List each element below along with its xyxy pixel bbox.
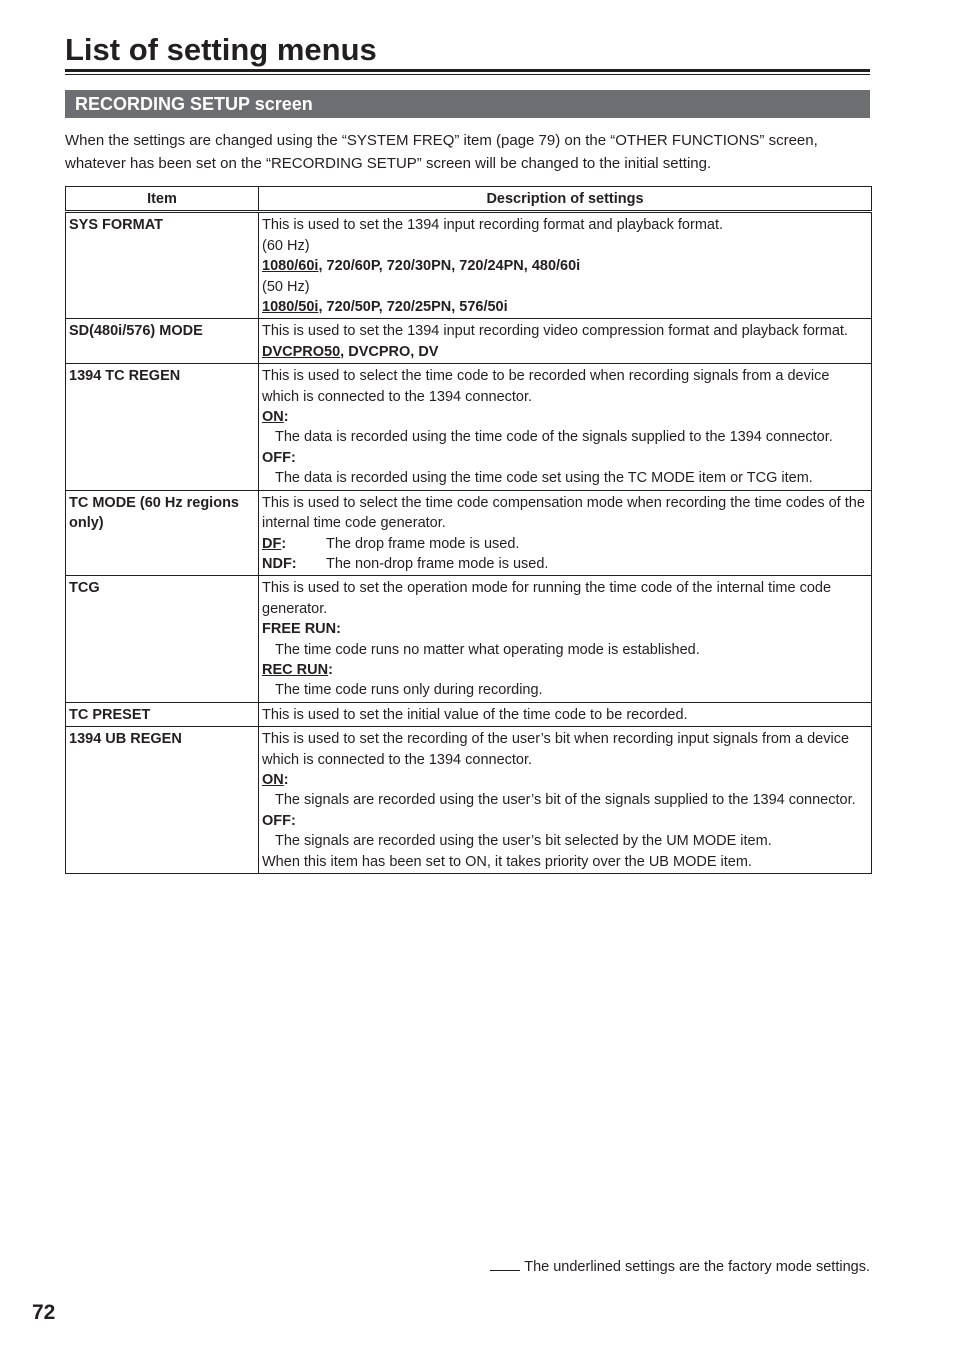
table-row-tc-mode	[66, 490, 872, 576]
other-options: , DVCPRO, DV	[340, 343, 439, 360]
other-options: , 720/60P, 720/30PN, 720/24PN, 480/60i	[318, 258, 581, 275]
desc-sd-mode	[259, 319, 872, 364]
page-title: List of setting menus	[65, 32, 377, 67]
default-option: 1080/60i	[262, 258, 319, 275]
section-heading: RECORDING SETUP screen	[65, 90, 870, 118]
intro-paragraph: When the settings are changed using the “SYSTEM FREQ” item (page 79) on the “OTHER FUNCTIONS” screen, whatever has been set on the “RECORDING SETUP” screen will be changed to the initial setting.	[65, 132, 818, 172]
item-tc-preset: TC PRESET	[66, 702, 259, 726]
option-on: ON:	[262, 771, 289, 788]
table-row-sys-format	[66, 212, 872, 319]
option-on-label: ON	[262, 409, 284, 426]
settings-table	[65, 186, 872, 874]
header-item: Item	[66, 187, 259, 212]
option-on-desc: The data is recorded using the time code of the signals supplied to the 1394 connector.	[275, 429, 833, 446]
table-row-tc-preset	[66, 702, 872, 726]
table-row-tc-regen	[66, 364, 872, 490]
option-off-label: OFF:	[262, 812, 296, 829]
title-rule	[65, 69, 870, 72]
options	[262, 342, 868, 362]
option-df-label: DF	[262, 535, 282, 552]
option-rec-run-desc: The time code runs only during recording.	[275, 682, 543, 699]
desc-text: This is used to set the 1394 input recording format and playback format.	[262, 217, 724, 234]
desc-text: This is used to set the operation mode for running the time code of the internal time code generator.	[262, 580, 832, 617]
desc-ub-regen	[259, 727, 872, 874]
option-off-desc: The data is recorded using the time code set using the TC MODE item or TCG item.	[275, 470, 813, 487]
footnote	[490, 1257, 870, 1277]
desc-tc-mode	[259, 490, 872, 576]
item-ub-regen: 1394 UB REGEN	[66, 727, 259, 874]
desc-tc-preset	[259, 702, 872, 726]
header-description: Description of settings	[259, 187, 872, 212]
priority-note: When this item has been set to ON, it takes priority over the UB MODE item.	[262, 853, 752, 870]
hz50-options	[262, 297, 868, 317]
item-tc-regen: 1394 TC REGEN	[66, 364, 259, 490]
option-rec-run: REC RUN:	[262, 661, 333, 678]
desc-tcg	[259, 576, 872, 702]
option-on: ON:	[262, 409, 289, 426]
item-tc-mode: TC MODE (60 Hz regions only)	[66, 490, 259, 576]
option-on-label: ON	[262, 771, 284, 788]
option-free-run-label: FREE RUN:	[262, 621, 341, 638]
desc-text: This is used to set the 1394 input recording video compression format and playback format.	[262, 323, 848, 340]
underline-sample	[490, 1257, 520, 1271]
option-rec-run-label: REC RUN	[262, 661, 329, 678]
other-options: , 720/50P, 720/25PN, 576/50i	[318, 299, 508, 316]
item-sd-mode: SD(480i/576) MODE	[66, 319, 259, 364]
desc-text: This is used to set the initial value of the time code to be recorded.	[262, 706, 688, 723]
default-option: 1080/50i	[262, 299, 319, 316]
option-df: DF: The drop frame mode is used.	[262, 535, 520, 552]
desc-sys-format	[259, 212, 872, 319]
desc-text: This is used to select the time code to be recorded when recording signals from a device which is connected to the 1394 connector.	[262, 368, 830, 405]
title-rule-thin	[65, 74, 870, 75]
table-header-row	[66, 187, 872, 212]
hz60-options	[262, 256, 868, 276]
footnote-text: The underlined settings are the factory mode settings.	[524, 1259, 870, 1275]
item-sys-format: SYS FORMAT	[66, 212, 259, 319]
option-ndf	[262, 554, 868, 574]
desc-text: This is used to select the time code compensation mode when recording the time codes of the internal time code generator.	[262, 494, 865, 532]
hz60-label: (60 Hz)	[262, 237, 310, 254]
table-row-tcg	[66, 576, 872, 702]
table-row-sd-mode	[66, 319, 872, 364]
hz50-label: (50 Hz)	[262, 278, 310, 295]
table-row-ub-regen	[66, 727, 872, 874]
option-df-desc: The drop frame mode is used.	[326, 535, 520, 552]
option-off-desc: The signals are recorded using the user’s bit selected by the UM MODE item.	[275, 833, 772, 850]
option-off-label: OFF:	[262, 449, 296, 466]
option-ndf-desc: The non-drop frame mode is used.	[326, 555, 549, 572]
desc-text: This is used to set the recording of the user’s bit when recording input signals from a device which is connected to the 1394 connector.	[262, 731, 850, 768]
default-option: DVCPRO50	[262, 343, 341, 360]
option-free-run-desc: The time code runs no matter what operating mode is established.	[275, 641, 700, 658]
item-tcg: TCG	[66, 576, 259, 702]
option-ndf-label: NDF:	[262, 555, 297, 572]
option-on-desc: The signals are recorded using the user’s bit of the signals supplied to the 1394 connector.	[275, 792, 856, 809]
page-number: 72	[32, 1301, 56, 1324]
desc-tc-regen	[259, 364, 872, 490]
